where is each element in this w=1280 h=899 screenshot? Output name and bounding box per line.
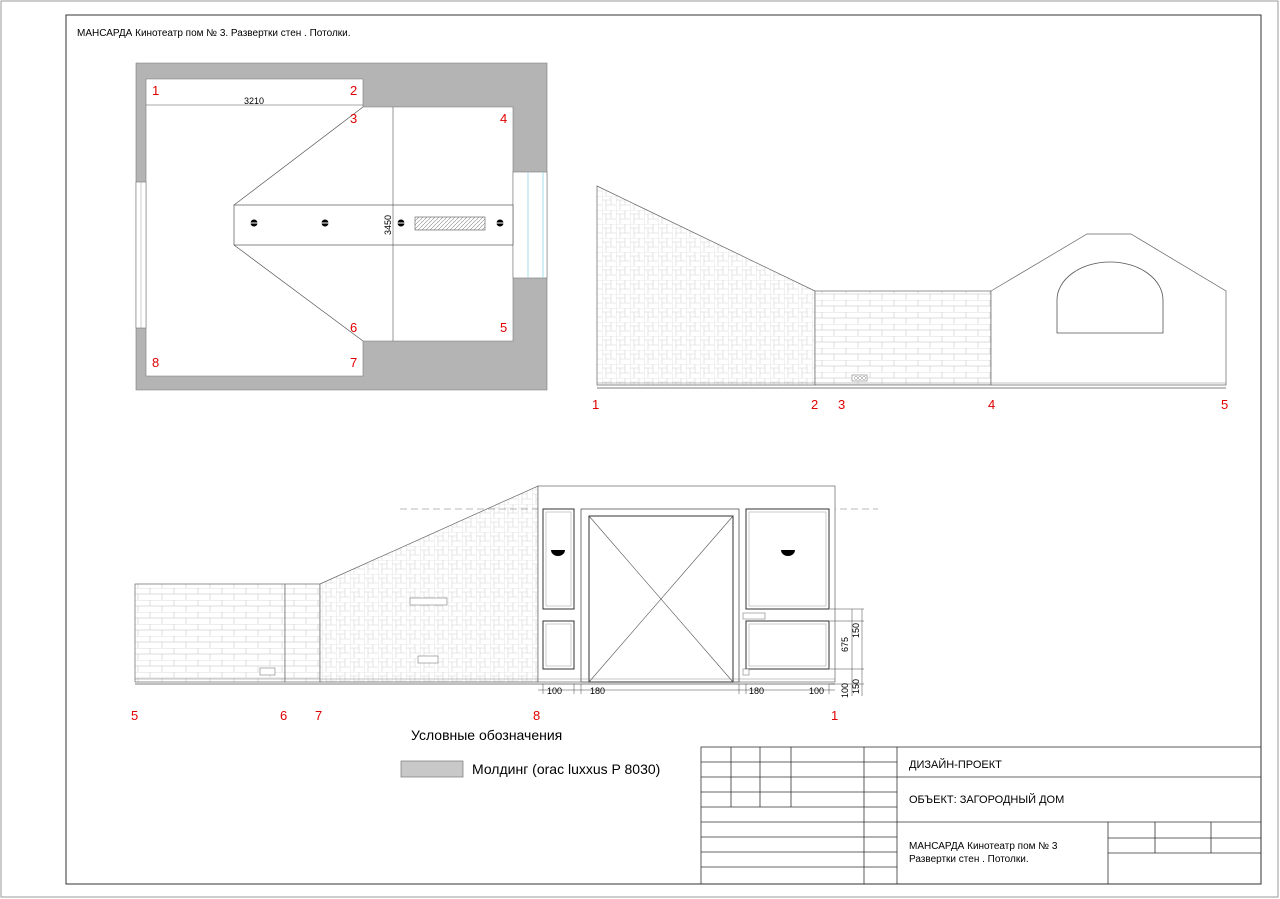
- elev-marker-3: 3: [838, 397, 846, 412]
- socket-icon: [418, 656, 438, 663]
- legend: [401, 727, 660, 777]
- dim-100-left: 100: [547, 686, 563, 696]
- elev-marker-1: 1: [831, 708, 839, 723]
- title-project: ДИЗАЙН-ПРОЕКТ: [909, 759, 1002, 771]
- dim-100-vert: 100: [840, 682, 850, 698]
- dim-150-top: 150: [851, 622, 861, 638]
- sloped-wall-panel: [597, 186, 815, 385]
- molding-panel: [746, 509, 829, 609]
- plan-corner-5: 5: [500, 320, 508, 335]
- wall-elevation-1-5: [592, 186, 1228, 412]
- elev-marker-7: 7: [315, 708, 323, 723]
- socket-icon: [852, 375, 867, 381]
- elev-marker-5: 5: [131, 708, 139, 723]
- dim-180-left: 180: [590, 686, 606, 696]
- legend-title: Условные обозначения: [411, 727, 563, 743]
- switch-icon: [743, 613, 765, 619]
- elev-marker-6: 6: [280, 708, 288, 723]
- dim-100-right: 100: [809, 686, 825, 696]
- plan-corner-1: 1: [152, 83, 160, 98]
- plan-corner-8: 8: [152, 355, 160, 370]
- plan-corner-4: 4: [500, 111, 508, 126]
- title-sheet-line1: МАНСАРДА Кинотеатр пом № 3: [909, 841, 1058, 852]
- socket-icon: [410, 598, 447, 605]
- socket-icon: [260, 668, 275, 675]
- elev-marker-2: 2: [811, 397, 819, 412]
- dim-675: 675: [840, 636, 850, 652]
- sheet-title: МАНСАРДА Кинотеатр пом № 3. Развертки стен . Потолки.: [77, 28, 351, 39]
- plan-corner-7: 7: [350, 355, 358, 370]
- title-object: ОБЪЕКТ: ЗАГОРОДНЫЙ ДОМ: [909, 794, 1065, 806]
- plan-corner-6: 6: [350, 320, 358, 335]
- elev-marker-5: 5: [1221, 397, 1229, 412]
- dim-height: 3450: [383, 214, 393, 235]
- dim-width: 3210: [244, 96, 265, 106]
- brick-wall-panel: [135, 584, 285, 682]
- elev-marker-4: 4: [988, 397, 996, 412]
- plan-corner-2: 2: [350, 83, 358, 98]
- wall-elevation-5-1: [131, 486, 878, 723]
- window-right: [513, 172, 547, 278]
- switch-icon: [743, 669, 749, 675]
- brick-wall-panel: [815, 291, 991, 385]
- dim-150-bottom: 150: [851, 678, 861, 694]
- title-sheet-line2: Развертки стен . Потолки.: [909, 854, 1029, 865]
- brick-wall-narrow: [285, 584, 320, 682]
- molding-panel: [543, 621, 574, 669]
- elev-marker-8: 8: [533, 708, 541, 723]
- ceiling-vent: [415, 217, 485, 230]
- ceiling-plan: [136, 63, 547, 390]
- dim-180-right: 180: [749, 686, 765, 696]
- drawing-frame: [66, 15, 1261, 884]
- elev-marker-1: 1: [592, 397, 600, 412]
- arched-window: [1057, 262, 1163, 333]
- legend-swatch: [401, 761, 463, 777]
- molding-panel: [746, 621, 829, 669]
- legend-item: Молдинг (orac luxxus P 8030): [472, 761, 661, 777]
- molding-panel: [543, 509, 574, 609]
- plan-corner-3: 3: [350, 111, 358, 126]
- sloped-wall-panel: [320, 486, 538, 682]
